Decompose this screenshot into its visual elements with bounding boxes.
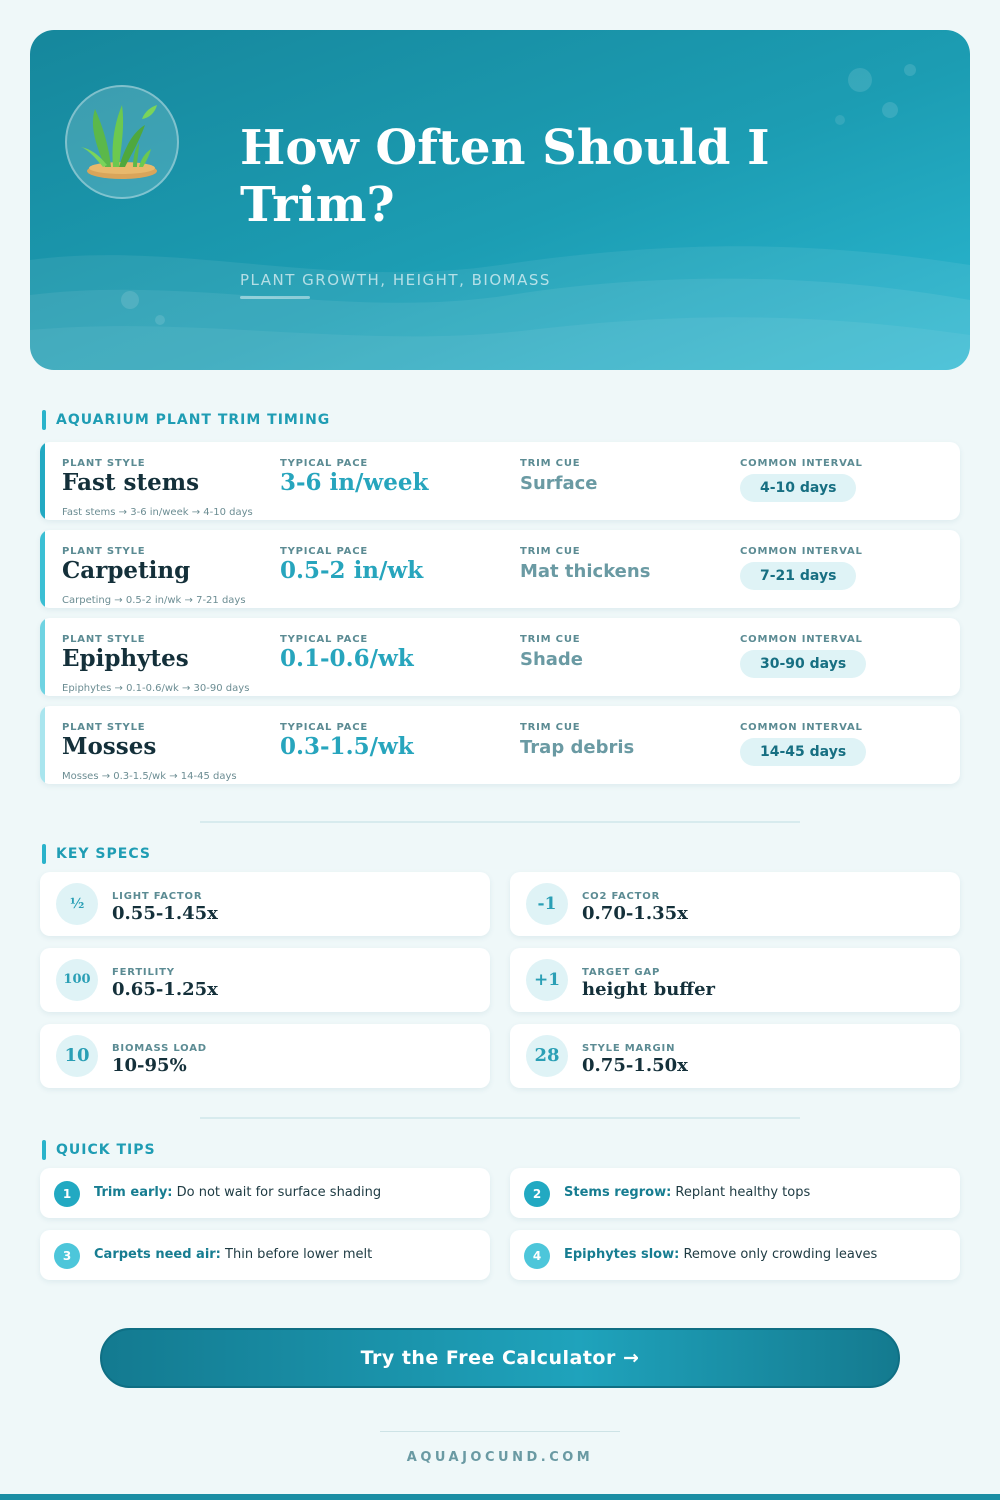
spec-card-fertility (40, 948, 490, 1012)
spec-symbol: 10 (56, 1035, 98, 1077)
common-interval-label: COMMON INTERVAL (740, 634, 863, 645)
page-subtitle: PLANT GROWTH, HEIGHT, BIOMASS (240, 271, 551, 289)
aquarium-plant-icon (65, 85, 179, 199)
row-summary: Epiphytes → 0.1-0.6/wk → 30-90 days (62, 683, 250, 694)
bottom-accent-bar (0, 1494, 1000, 1500)
spec-value: 0.55-1.45x (112, 903, 218, 924)
typical-pace-label: TYPICAL PACE (280, 458, 368, 469)
spec-label: BIOMASS LOAD (112, 1043, 207, 1054)
plant-style-label: PLANT STYLE (62, 634, 146, 645)
tip-number-badge: 4 (524, 1243, 550, 1269)
tip-number-badge: 2 (524, 1181, 550, 1207)
row-accent-bar (40, 706, 45, 784)
spec-value: height buffer (582, 979, 716, 1000)
row-summary: Fast stems → 3-6 in/week → 4-10 days (62, 507, 253, 518)
timing-row (40, 618, 960, 696)
trim-cue-label: TRIM CUE (520, 634, 581, 645)
interval-pill: 30-90 days (740, 650, 866, 678)
spec-label: TARGET GAP (582, 967, 661, 978)
tip-body: Thin before lower melt (220, 1247, 373, 1262)
tip-heading: Carpets need air: (94, 1247, 221, 1262)
timing-row (40, 530, 960, 608)
typical-pace-value: 3-6 in/week (280, 469, 429, 496)
tip-number-badge: 1 (54, 1181, 80, 1207)
tip-heading: Epiphytes slow: (564, 1247, 680, 1262)
tip-heading: Stems regrow: (564, 1185, 672, 1200)
spec-label: FERTILITY (112, 967, 175, 978)
typical-pace-label: TYPICAL PACE (280, 546, 368, 557)
timing-row (40, 706, 960, 784)
typical-pace-value: 0.3-1.5/wk (280, 733, 414, 760)
trim-cue-label: TRIM CUE (520, 458, 581, 469)
common-interval-label: COMMON INTERVAL (740, 458, 863, 469)
spec-card-light-factor (40, 872, 490, 936)
tip-card (510, 1168, 960, 1218)
spec-value: 0.75-1.50x (582, 1055, 688, 1076)
hero-banner (30, 30, 970, 370)
spec-label: CO2 FACTOR (582, 891, 661, 902)
typical-pace-label: TYPICAL PACE (280, 722, 368, 733)
spec-card-biomass-load (40, 1024, 490, 1088)
tip-number-badge: 3 (54, 1243, 80, 1269)
spec-card-style-margin (510, 1024, 960, 1088)
row-summary: Mosses → 0.3-1.5/wk → 14-45 days (62, 771, 237, 782)
plant-style-value: Carpeting (62, 557, 191, 584)
plant-style-label: PLANT STYLE (62, 546, 146, 557)
spec-value: 0.70-1.35x (582, 903, 688, 924)
common-interval-label: COMMON INTERVAL (740, 722, 863, 733)
timing-row (40, 442, 960, 520)
spec-symbol: 100 (56, 959, 98, 1001)
page-title: How Often Should I Trim? (240, 120, 770, 233)
interval-pill: 7-21 days (740, 562, 856, 590)
typical-pace-value: 0.1-0.6/wk (280, 645, 414, 672)
tip-text (94, 1247, 372, 1262)
tip-body: Do not wait for surface shading (172, 1185, 382, 1200)
spec-value: 10-95% (112, 1055, 187, 1076)
tip-text (94, 1185, 381, 1200)
section-title-quick-tips: QUICK TIPS (42, 1140, 156, 1160)
section-divider (200, 821, 800, 823)
spec-symbol: 28 (526, 1035, 568, 1077)
section-divider (200, 1117, 800, 1119)
tip-card (40, 1168, 490, 1218)
tip-body: Remove only crowding leaves (679, 1247, 878, 1262)
spec-value: 0.65-1.25x (112, 979, 218, 1000)
row-accent-bar (40, 618, 45, 696)
plant-style-value: Mosses (62, 733, 157, 760)
section-title-key-specs: KEY SPECS (42, 844, 151, 864)
spec-card-target-gap (510, 948, 960, 1012)
plant-style-value: Fast stems (62, 469, 200, 496)
interval-pill: 14-45 days (740, 738, 866, 766)
row-accent-bar (40, 530, 45, 608)
site-url[interactable]: AQUAJOCUND.COM (406, 1450, 594, 1465)
free-calculator-button[interactable]: Try the Free Calculator → (100, 1328, 900, 1388)
trim-cue-label: TRIM CUE (520, 546, 581, 557)
tip-body: Replant healthy tops (671, 1185, 811, 1200)
spec-symbol: ½ (56, 883, 98, 925)
interval-pill: 4-10 days (740, 474, 856, 502)
common-interval-label: COMMON INTERVAL (740, 546, 863, 557)
plant-style-label: PLANT STYLE (62, 722, 146, 733)
trim-cue-value: Mat thickens (520, 561, 651, 582)
tip-heading: Trim early: (94, 1185, 173, 1200)
trim-cue-value: Shade (520, 649, 584, 670)
section-title-trim-timing: AQUARIUM PLANT TRIM TIMING (42, 410, 330, 430)
tip-text (564, 1247, 877, 1262)
tip-card (40, 1230, 490, 1280)
tip-card (510, 1230, 960, 1280)
footer-divider (380, 1431, 620, 1432)
spec-symbol: +1 (526, 959, 568, 1001)
spec-label: LIGHT FACTOR (112, 891, 203, 902)
spec-label: STYLE MARGIN (582, 1043, 676, 1054)
typical-pace-label: TYPICAL PACE (280, 634, 368, 645)
title-underline (240, 296, 310, 299)
trim-cue-value: Surface (520, 473, 598, 494)
plant-style-label: PLANT STYLE (62, 458, 146, 469)
spec-card-co2-factor (510, 872, 960, 936)
row-accent-bar (40, 442, 45, 520)
tip-text (564, 1185, 810, 1200)
trim-cue-value: Trap debris (520, 737, 635, 758)
plant-style-value: Epiphytes (62, 645, 189, 672)
typical-pace-value: 0.5-2 in/wk (280, 557, 424, 584)
trim-cue-label: TRIM CUE (520, 722, 581, 733)
spec-symbol: -1 (526, 883, 568, 925)
row-summary: Carpeting → 0.5-2 in/wk → 7-21 days (62, 595, 246, 606)
